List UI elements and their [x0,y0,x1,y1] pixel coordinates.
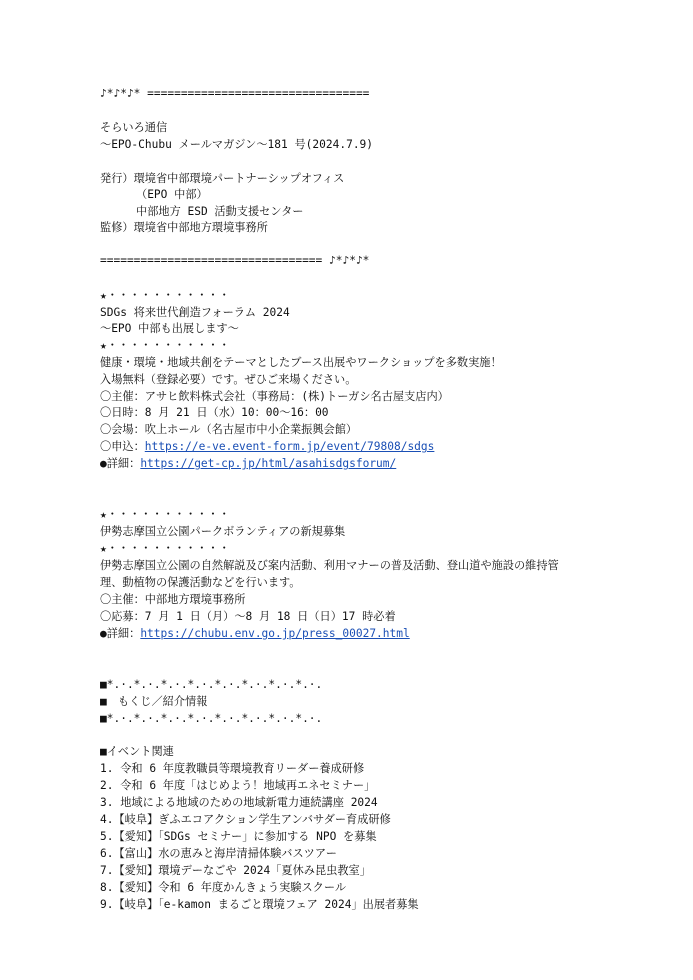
article1-apply [100,440,434,454]
toc-section-events: ■イベント関連 [100,745,174,758]
toc-item: 4.【岐阜】ぎふエコアクション学生アンバサダー育成研修 [100,813,391,826]
article1-detail-label: ●詳細： [100,457,141,470]
publisher-abbr: （EPO 中部） [136,188,208,201]
supervisor-line: 監修）環境省中部地方環境事務所 [100,221,268,234]
toc-item: 1. 令和 6 年度教職員等環境教育リーダー養成研修 [100,762,365,775]
toc-item: 7.【愛知】環境デーなごや 2024「夏休み昆虫教室」 [100,864,371,877]
article1-apply-label: 〇申込： [100,440,145,453]
article1-title: SDGs 将来世代創造フォーラム 2024 [100,306,290,319]
article1-detail-link[interactable]: https://get-cp.jp/html/asahisdgsforum/ [140,457,397,470]
header-rule-bottom: ================================= ♪*♪*♪* [100,254,370,267]
article1-detail [100,457,396,471]
toc-item: 2. 令和 6 年度「はじめよう！地域再エネセミナー」 [100,779,376,792]
article2-desc-1: 伊勢志摩国立公園の自然解説及び案内活動、利用マナーの普及活動、登山道や施設の維持管 [100,559,559,572]
newsletter-title: そらいろ通信 [100,121,168,134]
article2-detail-label: ●詳細： [100,627,141,640]
article1-date: 〇日時：8 月 21 日（水）10：00～16：00 [100,406,329,419]
toc-rule: ■*.·.*.·.*.·.*.·.*.·.*.·.*.·.*.·. [100,678,323,691]
toc-item: 9.【岐阜】「e-kamon まるごと環境フェア 2024」出展者募集 [100,898,419,911]
header-rule-top: ♪*♪*♪* ================================= [100,87,370,100]
newsletter-subtitle: ～EPO-Chubu メールマガジン～181 号(2024.7.9) [100,138,374,151]
toc-rule-2: ■*.·.*.·.*.·.*.·.*.·.*.·.*.·.*.·. [100,712,323,725]
article2-star-rule-2: ★・・・・・・・・・・・ [100,542,230,555]
article2-detail-link[interactable]: https://chubu.env.go.jp/press_00027.html [140,627,410,640]
article2-star-rule: ★・・・・・・・・・・・ [100,508,230,521]
toc-item: 6.【富山】水の恵みと海岸清掃体験バスツアー [100,847,337,860]
publisher-line: 発行）環境省中部環境パートナーシップオフィス [100,172,345,185]
publisher-center: 中部地方 ESD 活動支援センター [136,205,304,218]
article1-star-rule: ★・・・・・・・・・・・ [100,289,230,302]
article1-subtitle: ～EPO 中部も出展します～ [100,322,239,335]
article2-desc-2: 理、動植物の保護活動などを行います。 [100,576,301,589]
article1-venue: 〇会場：吹上ホール（名古屋市中小企業振興会館） [100,423,358,436]
toc-item: 3. 地域による地域のための地域新電力連続講座 2024 [100,796,378,809]
toc-item: 8.【愛知】令和 6 年度かんきょう実験スクール [100,881,347,894]
toc-heading: ■ もくじ／紹介情報 [100,695,208,708]
article1-apply-link[interactable]: https://e-ve.event-form.jp/event/79808/sdgs [144,440,435,453]
article1-organizer: 〇主催：アサヒ飲料株式会社（事務局：(株)トーガシ名古屋支店内） [100,390,449,403]
article1-star-rule-2: ★・・・・・・・・・・・ [100,339,230,352]
article2-organizer: 〇主催：中部地方環境事務所 [100,593,246,606]
article1-desc-2: 入場無料（登録必要）です。ぜひご来場ください。 [100,373,357,386]
article2-apply: 〇応募：7 月 1 日（月）～8 月 18 日（日）17 時必着 [100,610,396,623]
toc-item: 5.【愛知】「SDGs セミナー」に参加する NPO を募集 [100,830,377,843]
article2-title: 伊勢志摩国立公園パークボランティアの新規募集 [100,525,346,538]
article2-detail [100,627,410,641]
article1-desc-1: 健康・環境・地域共創をテーマとしたブース出展やワークショップを多数実施！ [100,356,502,369]
